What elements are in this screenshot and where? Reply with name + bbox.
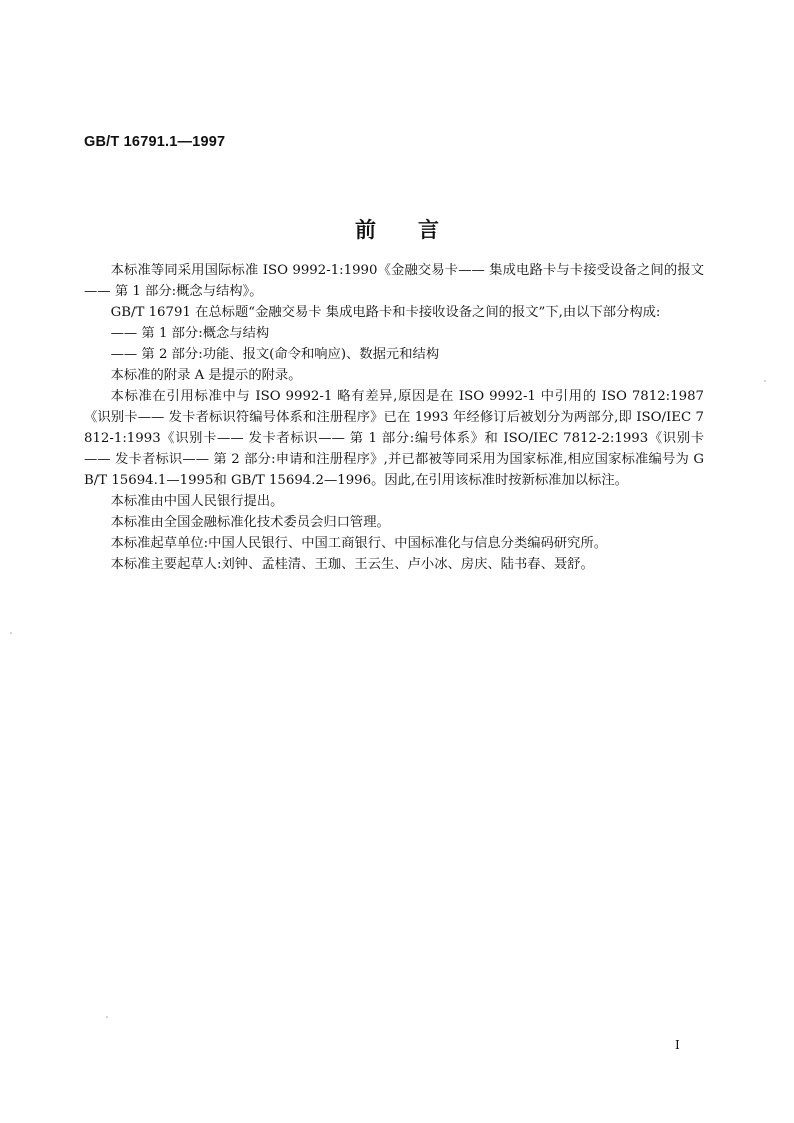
paragraph-annex: 本标准的附录 A 是提示的附录。 <box>110 368 302 383</box>
list-item-part-1: —— 第 1 部分:概念与结构 <box>110 326 270 341</box>
paragraph-structure-intro: GB/T 16791 在总标题“金融交易卡 集成电路卡和卡接收设备之间的报文”下,由以下部分构成: <box>110 305 661 320</box>
list-item-part-2: —— 第 2 部分:功能、报文(命令和响应)、数据元和结构 <box>110 347 440 362</box>
scan-speck <box>764 380 766 382</box>
scan-speck <box>10 632 12 634</box>
paragraph-differences: 本标准在引用标准中与 ISO 9992-1 略有差异,原因是在 ISO 9992-1 中引用的 ISO 7812:1987《识别卡—— 发卡者标识符编号体系和注册程序》已在 1993 年经修订后被划分为两部分,即 ISO/IEC 7812-1:1993《识别卡—— 发卡者标识—— 第 1 部分:编号体系》和 ISO/IEC 7812-2:1993《识别卡—— 发卡者标识—— 第 2 部分:申请和注册程序》,并已都被等同采用为国家标准,相应国家标准编号为 GB/T 15694.1—1995和 GB/T 15694.2—1996。因此,在引用该标准时按新标准加以标注。 <box>84 389 704 488</box>
scan-speck <box>106 1016 108 1018</box>
document-code: GB/T 16791.1—1997 <box>84 134 226 150</box>
paragraph-adoption: 本标准等同采用国际标准 ISO 9992-1:1990《金融交易卡—— 集成电路卡与卡接受设备之间的报文—— 第 1 部分:概念与结构》。 <box>84 263 704 299</box>
page-title: 前言 <box>355 218 481 242</box>
paragraph-management: 本标准由全国金融标准化技术委员会归口管理。 <box>110 515 390 530</box>
foreword-body <box>84 260 704 575</box>
page-number: I <box>675 1038 680 1052</box>
paragraph-drafters: 本标准主要起草人:刘钟、孟桂清、王珈、王云生、卢小冰、房庆、陆书春、聂舒。 <box>110 557 594 572</box>
paragraph-proposer: 本标准由中国人民银行提出。 <box>110 494 284 509</box>
paragraph-drafting-units: 本标准起草单位:中国人民银行、中国工商银行、中国标准化与信息分类编码研究所。 <box>110 536 608 551</box>
